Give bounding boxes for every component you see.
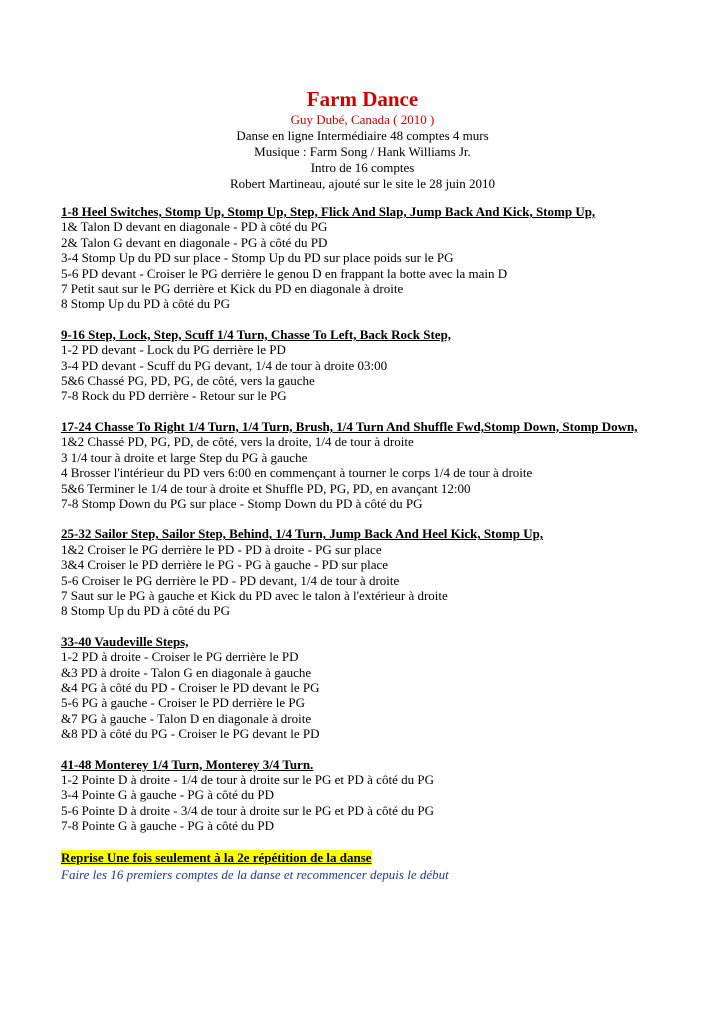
step-line: 2& Talon G devant en diagonale - PG à côté du PD [61,234,328,250]
step-line: 7 Saut sur le PG à gauche et Kick du PD avec le talon à l'extérieur à droite [61,587,448,603]
step-line: 8 Stomp Up du PD à côté du PG [61,296,230,312]
step-line: 1-2 Pointe D à droite - 1/4 de tour à droite sur le PG et PD à côté du PG [61,772,434,787]
step-line: 1-2 PD à droite - Croiser le PG derrière le PD [61,649,299,665]
step-line: 1&2 Croiser le PG derrière le PD - PD à droite - PG sur place [61,541,382,557]
reprise-block [61,849,681,883]
step-section [61,634,681,742]
section-title: 1-8 Heel Switches, Stomp Up, Stomp Up, Step, Flick And Slap, Jump Back And Kick, Stomp Up, [61,204,596,219]
author-info: Robert Martineau, ajouté sur le site le 28 juin 2010 [230,176,495,191]
step-section [61,419,681,511]
music-info: Musique : Farm Song / Hank Williams Jr. [254,144,471,159]
dance-title: Farm Dance [306,87,419,111]
step-line: 3&4 Croiser le PD derrière le PG - PG à gauche - PD sur place [61,557,389,573]
step-section [61,327,681,404]
step-line: 8 Stomp Up du PD à côté du PG [61,603,230,619]
step-line: 3-4 PD devant - Scuff du PG devant, 1/4 de tour à droite 03:00 [61,357,388,373]
step-line: 3-4 Stomp Up du PD sur place - Stomp Up du PD sur place poids sur le PG [61,250,454,266]
intro-info: Intro de 16 comptes [310,160,415,175]
step-sheet [61,204,681,883]
reprise-text: Faire les 16 premiers comptes de la danse et recommencer depuis le début [61,866,449,882]
step-line: 4 Brosser l'intérieur du PD vers 6:00 en commençant à tourner le corps 1/4 de tour à droite [61,465,533,481]
step-line: 5-6 Pointe D à droite - 3/4 de tour à droite sur le PG et PD à côté du PG [61,802,434,818]
choreographer: Guy Dubé, Canada ( 2010 ) [290,112,435,127]
step-line: 5-6 Croiser le PG derrière le PD - PD devant, 1/4 de tour à droite [61,572,400,588]
step-line: 7-8 Rock du PD derrière - Retour sur le PG [61,388,287,404]
sections [61,204,681,834]
step-line: 1& Talon D devant en diagonale - PD à côté du PG [61,219,328,235]
step-section [61,204,681,312]
step-section [61,526,681,618]
step-line: &8 PD à côté du PG - Croiser le PG devant le PD [61,726,320,742]
step-line: &7 PG à gauche - Talon D en diagonale à droite [61,710,312,726]
header [0,86,725,192]
dance-level-info: Danse en ligne Intermédiaire 48 comptes 4 murs [236,128,489,143]
step-section [61,757,681,834]
step-line: 1-2 PD devant - Lock du PG derrière le PD [61,342,286,358]
step-line: 7-8 Stomp Down du PG sur place - Stomp Down du PD à côté du PG [61,495,423,511]
step-line: 7 Petit saut sur le PG derrière et Kick du PD en diagonale à droite [61,281,404,297]
step-line: 5&6 Chassé PG, PD, PG, de côté, vers la gauche [61,373,315,389]
step-line: &4 PG à côté du PD - Croiser le PD devant le PG [61,679,320,695]
reprise-title: Reprise Une fois seulement à la 2e répétition de la danse [61,849,372,865]
step-line: 3-4 Pointe G à gauche - PG à côté du PD [61,787,275,803]
step-line: &3 PD à droite - Talon G en diagonale à gauche [61,664,312,680]
step-line: 5-6 PG à gauche - Croiser le PD derrière le PG [61,695,306,711]
step-line: 1&2 Chassé PD, PG, PD, de côté, vers la droite, 1/4 de tour à droite [61,434,414,450]
step-line: 7-8 Pointe G à gauche - PG à côté du PD [61,818,275,834]
section-title: 25-32 Sailor Step, Sailor Step, Behind, 1/4 Turn, Jump Back And Heel Kick, Stomp Up, [61,526,544,542]
section-title: 17-24 Chasse To Right 1/4 Turn, 1/4 Turn, Brush, 1/4 Turn And Shuffle Fwd,Stomp Down, Stomp Down, [61,418,638,434]
section-title: 9-16 Step, Lock, Step, Scuff 1/4 Turn, Chasse To Left, Back Rock Step, [61,326,452,342]
step-line: 3 1/4 tour à droite et large Step du PG à gauche [61,449,308,465]
section-title: 41-48 Monterey 1/4 Turn, Monterey 3/4 Turn. [61,756,314,772]
section-title: 33-40 Vaudeville Steps, [61,633,189,649]
step-line: 5&6 Terminer le 1/4 de tour à droite et Shuffle PD, PG, PD, en avançant 12:00 [61,480,471,496]
step-line: 5-6 PD devant - Croiser le PG derrière le genou D en frappant la botte avec la main D [61,265,508,281]
